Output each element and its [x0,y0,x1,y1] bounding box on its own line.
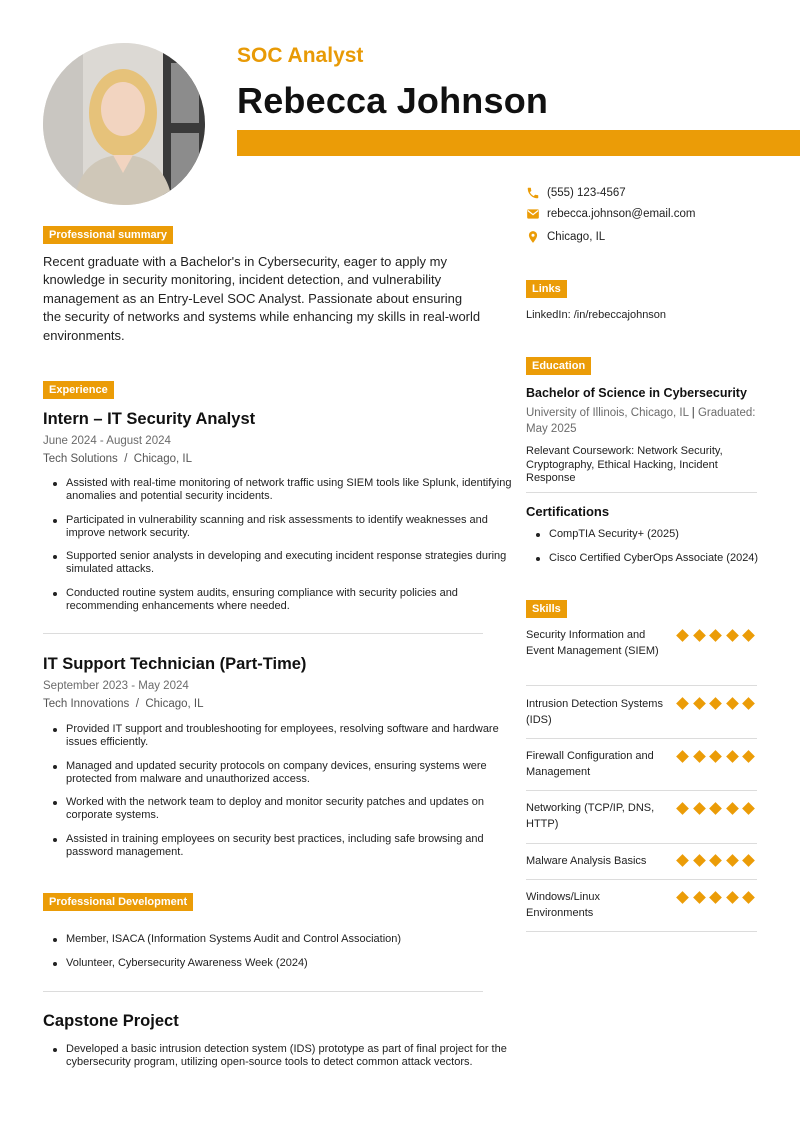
separator: / [132,698,143,710]
list-item: Assisted with real-time monitoring of network traffic using SIEM tools like Splunk, identifying anomalies and potential security incidents. [66,477,521,503]
rating-diamond [709,750,722,763]
skill-rating [676,891,755,904]
divider [526,879,757,880]
rating-diamond [693,854,706,867]
job-bullets-1 [43,477,521,623]
header-accent-bar [237,130,800,156]
graduation-date: Graduated: May 2025 [526,407,756,435]
phone-icon [526,186,540,200]
rating-diamond [676,802,689,815]
rating-diamond [709,891,722,904]
location-text: Chicago, IL [547,231,606,243]
rating-diamond [726,854,739,867]
skill-name: Networking (TCP/IP, DNS, HTTP) [526,802,655,830]
rating-diamond [709,697,722,710]
portrait-image [43,43,205,205]
candidate-name: Rebecca Johnson [237,80,549,121]
list-item: Participated in vulnerability scanning and risk assessments to identify weaknesses and improve network security. [66,514,521,540]
company-location: Chicago, IL [133,453,192,465]
list-item: Cisco Certified CyberOps Associate (2024) [549,552,800,565]
section-tag-links: Links [526,280,567,298]
skill-name: Firewall Configuration and Management [526,750,654,778]
rating-diamond [742,891,755,904]
list-item: Volunteer, Cybersecurity Awareness Week (2024) [66,957,521,970]
list-item: Managed and updated security protocols on company devices, ensuring systems were protected from malware and unauthorized access. [66,760,521,786]
certifications-list [526,528,800,576]
list-item: Developed a basic intrusion detection system (IDS) prototype as part of final project for the cybersecurity program, utilizing open-source tools to detect common attack vectors. [66,1043,521,1069]
rating-diamond [693,629,706,642]
section-tag-summary: Professional summary [43,226,173,244]
rating-diamond [726,802,739,815]
degree-title: Bachelor of Science in Cybersecurity [526,386,747,400]
divider [526,685,757,686]
rating-diamond [742,750,755,763]
phone-text: (555) 123-4567 [547,187,626,199]
list-item: Provided IT support and troubleshooting for employees, resolving software and hardware issues efficiently. [66,723,521,749]
rating-diamond [709,854,722,867]
company-name: Tech Innovations [43,698,130,710]
skill-name: Malware Analysis Basics [526,855,647,867]
rating-diamond [742,629,755,642]
skill-name: Security Information and Event Management (SIEM) [526,629,659,657]
skill-rating [676,629,755,642]
coursework: Relevant Coursework: Network Security, Cryptography, Ethical Hacking, Incident Response [526,445,723,484]
divider [43,991,483,992]
rating-diamond [676,891,689,904]
contact-phone [526,186,626,200]
rating-diamond [742,802,755,815]
rating-diamond [676,629,689,642]
rating-diamond [693,802,706,815]
list-item: CompTIA Security+ (2025) [549,528,800,541]
school-name: University of Illinois, Chicago, IL [526,407,689,419]
prof-dev-list [43,933,521,980]
skill-rating [676,854,755,867]
rating-diamond [676,854,689,867]
divider [43,633,483,634]
rating-diamond [693,697,706,710]
skill-rating [676,802,755,815]
divider [526,738,757,739]
profile-photo [43,43,205,205]
list-item: Conducted routine system audits, ensuring compliance with security policies and recommending enhancements where needed. [66,587,521,613]
skill-name: Intrusion Detection Systems (IDS) [526,698,663,726]
section-tag-skills: Skills [526,600,567,618]
rating-diamond [726,697,739,710]
location-pin-icon [526,229,540,245]
job-dates-2: September 2023 - May 2024 [43,680,189,692]
linkedin-link[interactable]: LinkedIn: /in/rebeccajohnson [526,309,667,321]
rating-diamond [709,802,722,815]
list-item: Assisted in training employees on security best practices, including safe browsing and password management. [66,833,521,859]
rating-diamond [742,697,755,710]
rating-diamond [676,697,689,710]
rating-diamond [726,891,739,904]
skill-name: Windows/Linux Environments [526,891,600,919]
list-item: Supported senior analysts in developing and executing incident response strategies during simulated attacks. [66,550,521,576]
certifications-heading: Certifications [526,504,610,519]
separator: | [688,407,698,419]
company-location: Chicago, IL [145,698,204,710]
capstone-heading: Capstone Project [43,1012,179,1030]
section-tag-experience: Experience [43,381,114,399]
job-company-1 [43,453,192,465]
divider [526,790,757,791]
education-school-line [526,405,766,437]
divider [526,931,757,932]
list-item: Worked with the network team to deploy and monitor security patches and updates on corporate systems. [66,796,521,822]
rating-diamond [709,629,722,642]
summary-text: Recent graduate with a Bachelor's in Cybersecurity, eager to apply my knowledge in security monitoring, incident detection, and vulnerability management as an Entry-Level SOC Analyst. Passionate about ensuring the security of networks and systems while enhancing my skills in real-world environments. [43,254,481,343]
job-company-2 [43,698,204,710]
job-title-2: IT Support Technician (Part-Time) [43,655,307,673]
rating-diamond [693,891,706,904]
job-dates-1: June 2024 - August 2024 [43,435,171,447]
rating-diamond [676,750,689,763]
skill-rating [676,750,755,763]
list-item: Member, ISACA (Information Systems Audit and Control Association) [66,933,521,946]
separator: / [121,453,131,465]
contact-location [526,229,605,245]
email-icon [526,207,540,221]
company-name: Tech Solutions [43,453,118,465]
divider [526,843,757,844]
contact-email [526,207,695,221]
job-bullets-2 [43,723,521,869]
rating-diamond [742,854,755,867]
divider [526,492,757,493]
section-tag-prof-dev: Professional Development [43,893,193,911]
capstone-list [43,1043,521,1080]
skill-rating [676,697,755,710]
section-tag-education: Education [526,357,591,375]
job-title: SOC Analyst [237,44,364,67]
email-text[interactable]: rebecca.johnson@email.com [547,208,696,220]
job-title-1: Intern – IT Security Analyst [43,410,256,428]
rating-diamond [726,629,739,642]
rating-diamond [693,750,706,763]
rating-diamond [726,750,739,763]
